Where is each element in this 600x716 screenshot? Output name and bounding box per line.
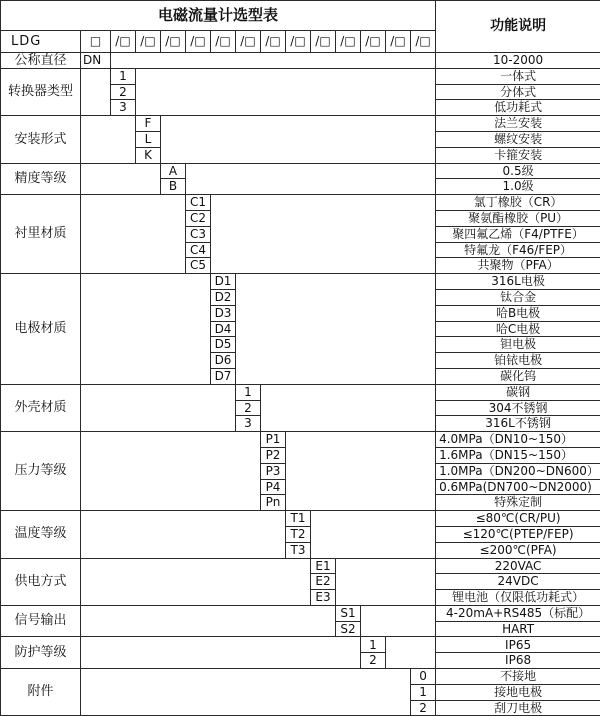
option-description: ≤80℃(CR/PU) <box>436 511 600 527</box>
option-code: E2 <box>311 574 336 590</box>
option-code: D4 <box>211 321 236 337</box>
option-description: 锂电池（仅限低功耗式） <box>436 590 600 606</box>
option-description: ≤120℃(PTEP/FEP) <box>436 526 600 542</box>
option-code: 0 <box>411 669 436 685</box>
option-code: S2 <box>336 621 361 637</box>
option-code: T1 <box>286 511 311 527</box>
option-description: 316L不锈钢 <box>436 416 600 432</box>
option-code: 3 <box>111 100 136 116</box>
spacer-cell <box>81 195 186 274</box>
option-description: 0.5级 <box>436 163 600 179</box>
option-description: 钽电极 <box>436 337 600 353</box>
model-slot-4: /□ <box>186 31 211 53</box>
option-code: 1 <box>361 637 386 653</box>
spacer-cell <box>81 274 211 385</box>
option-description: HART <box>436 621 600 637</box>
option-code: 2 <box>361 653 386 669</box>
option-description: 聚四氟乙烯（F4/PTFE） <box>436 226 600 242</box>
spacer-cell <box>81 384 236 431</box>
spacer-cell <box>361 605 436 637</box>
table-title: 电磁流量计选型表 <box>1 1 436 31</box>
option-code: P4 <box>261 479 286 495</box>
option-code: T2 <box>286 526 311 542</box>
option-description: 1.0MPa（DN200~DN600） <box>436 463 600 479</box>
option-description: 共聚物（PFA） <box>436 258 600 274</box>
option-description: 接地电极 <box>436 684 600 700</box>
spacer-cell <box>81 511 286 558</box>
option-code: A <box>161 163 186 179</box>
option-code: C3 <box>186 226 211 242</box>
option-code: Pn <box>261 495 286 511</box>
option-description: 低功耗式 <box>436 100 600 116</box>
option-description: 卡箍安装 <box>436 147 600 163</box>
spacer-cell <box>81 116 136 163</box>
option-description: 碳钢 <box>436 384 600 400</box>
option-code: P3 <box>261 463 286 479</box>
category-label-5: 电极材质 <box>1 274 81 385</box>
category-label-12: 附件 <box>1 669 81 716</box>
option-code: C5 <box>186 258 211 274</box>
option-description: 1.6MPa（DN15~150） <box>436 447 600 463</box>
spacer-cell <box>111 53 436 69</box>
spacer-cell <box>186 163 436 195</box>
spacer-cell <box>311 511 436 558</box>
option-code: C1 <box>186 195 211 211</box>
category-label-8: 温度等级 <box>1 511 81 558</box>
category-label-6: 外壳材质 <box>1 384 81 431</box>
option-description: 316L电极 <box>436 274 600 290</box>
model-slot-3: /□ <box>161 31 186 53</box>
spacer-cell <box>81 558 311 605</box>
option-description: 哈C电极 <box>436 321 600 337</box>
category-label-11: 防护等级 <box>1 637 81 669</box>
option-code: 1 <box>411 684 436 700</box>
option-description: IP68 <box>436 653 600 669</box>
option-description: 4.0MPa（DN10~150） <box>436 432 600 448</box>
row-label-diameter: 公称直径 <box>1 53 81 69</box>
model-slot-12: /□ <box>386 31 411 53</box>
spacer-cell <box>386 637 436 669</box>
option-code: 1 <box>236 384 261 400</box>
spacer-cell <box>81 605 336 637</box>
spacer-cell <box>336 558 436 605</box>
category-label-10: 信号输出 <box>1 605 81 637</box>
model-slot-11: /□ <box>361 31 386 53</box>
model-slot-9: /□ <box>311 31 336 53</box>
model-slot-6: /□ <box>236 31 261 53</box>
option-description: 4-20mA+RS485（标配） <box>436 605 600 621</box>
category-label-2: 安装形式 <box>1 116 81 163</box>
model-slot-2: /□ <box>136 31 161 53</box>
model-prefix: LDG <box>1 31 81 53</box>
option-code: P2 <box>261 447 286 463</box>
option-code: 1 <box>111 68 136 84</box>
spacer-cell <box>81 669 411 716</box>
category-label-9: 供电方式 <box>1 558 81 605</box>
option-code: P1 <box>261 432 286 448</box>
option-code: D6 <box>211 353 236 369</box>
option-description: 1.0级 <box>436 179 600 195</box>
model-slot-13: /□ <box>411 31 436 53</box>
function-column-header: 功能说明 <box>436 1 600 53</box>
option-description: 220VAC <box>436 558 600 574</box>
option-code: E1 <box>311 558 336 574</box>
option-description: 聚氨酯橡胶（PU） <box>436 210 600 226</box>
spacer-cell <box>81 68 111 115</box>
option-description: 分体式 <box>436 84 600 100</box>
spacer-cell <box>261 384 436 431</box>
option-code: 2 <box>411 700 436 716</box>
option-code: B <box>161 179 186 195</box>
spacer-cell <box>81 163 161 195</box>
option-description: 特殊定制 <box>436 495 600 511</box>
option-description: 特氟龙（F46/FEP） <box>436 242 600 258</box>
option-description: IP65 <box>436 637 600 653</box>
option-description: 304不锈钢 <box>436 400 600 416</box>
option-description: 铂铱电极 <box>436 353 600 369</box>
category-label-1: 转换器类型 <box>1 68 81 115</box>
option-description: 24VDC <box>436 574 600 590</box>
option-description: 氯丁橡胶（CR） <box>436 195 600 211</box>
option-code: C2 <box>186 210 211 226</box>
option-code: T3 <box>286 542 311 558</box>
option-code: L <box>136 131 161 147</box>
option-code: 2 <box>111 84 136 100</box>
option-code: E3 <box>311 590 336 606</box>
model-slot-7: /□ <box>261 31 286 53</box>
category-label-4: 衬里材质 <box>1 195 81 274</box>
option-code: D7 <box>211 368 236 384</box>
option-code: K <box>136 147 161 163</box>
option-code: C4 <box>186 242 211 258</box>
option-code: S1 <box>336 605 361 621</box>
option-code: D5 <box>211 337 236 353</box>
option-description: 0.6MPa(DN700~DN2000) <box>436 479 600 495</box>
category-label-7: 压力等级 <box>1 432 81 511</box>
spacer-cell <box>81 637 361 669</box>
option-code: 3 <box>236 416 261 432</box>
option-code: 2 <box>236 400 261 416</box>
spacer-cell <box>236 274 436 385</box>
spacer-cell <box>136 68 436 115</box>
model-slot-5: /□ <box>211 31 236 53</box>
option-description: 碳化钨 <box>436 368 600 384</box>
option-description: 螺纹安装 <box>436 131 600 147</box>
spacer-cell <box>161 116 436 163</box>
option-code: D2 <box>211 289 236 305</box>
model-slot-10: /□ <box>336 31 361 53</box>
model-slot-1: /□ <box>111 31 136 53</box>
model-box-slot: □ <box>81 31 111 53</box>
option-description: 法兰安装 <box>436 116 600 132</box>
diameter-code: DN <box>81 53 111 69</box>
model-slot-8: /□ <box>286 31 311 53</box>
spacer-cell <box>81 432 261 511</box>
option-code: D3 <box>211 305 236 321</box>
option-description: 刮刀电极 <box>436 700 600 716</box>
option-description: 哈B电极 <box>436 305 600 321</box>
spacer-cell <box>286 432 436 511</box>
diameter-range: 10-2000 <box>436 53 600 69</box>
option-code: F <box>136 116 161 132</box>
option-description: 钛合金 <box>436 289 600 305</box>
option-description: 一体式 <box>436 68 600 84</box>
category-label-3: 精度等级 <box>1 163 81 195</box>
spacer-cell <box>211 195 436 274</box>
option-description: 不接地 <box>436 669 600 685</box>
option-description: ≤200℃(PFA) <box>436 542 600 558</box>
option-code: D1 <box>211 274 236 290</box>
